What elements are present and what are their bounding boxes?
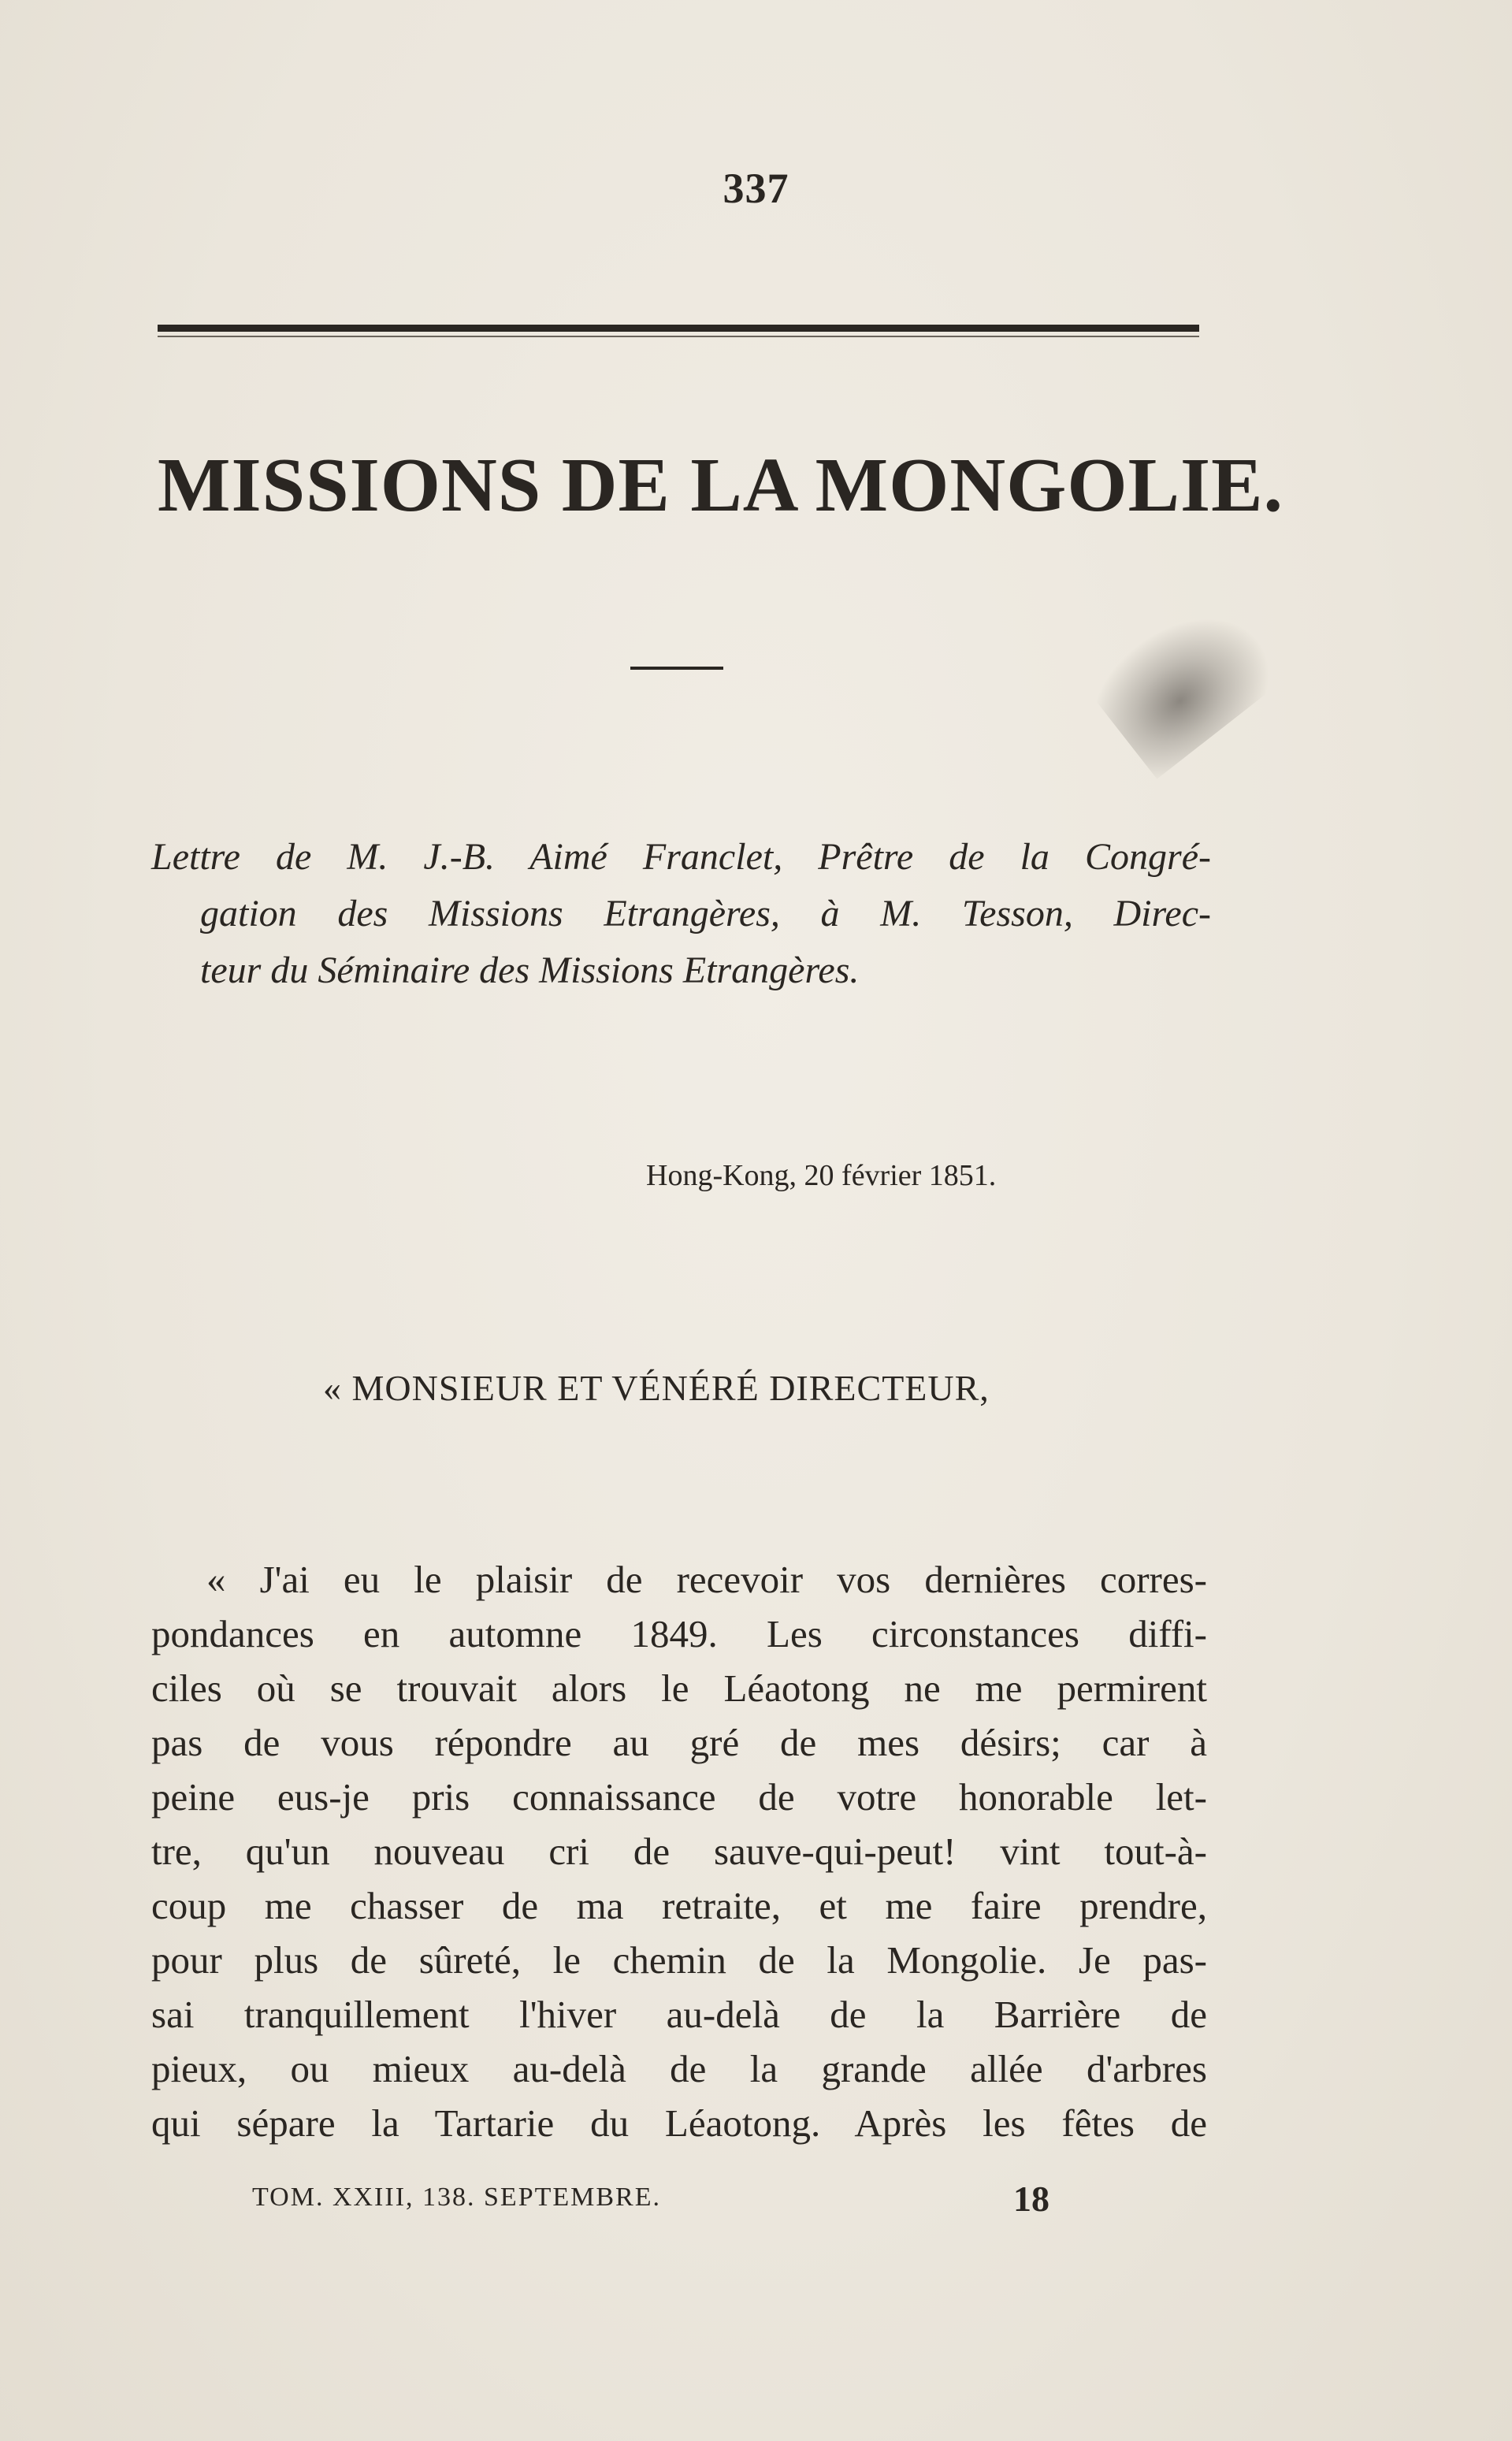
body-text: [151, 1552, 1207, 2150]
body-line: « J'ai eu le plaisir de recevoir vos dernières corres-: [206, 1558, 1207, 1601]
footer-signature-number: 18: [1013, 2179, 1049, 2219]
top-rule-thin: [158, 336, 1199, 337]
body-line: sai tranquillement l'hiver au-delà de la Barrière de: [151, 1993, 1207, 2036]
top-rule: [158, 325, 1199, 332]
letter-header-line: gation des Missions Etrangères, à M. Tesson, Direc-: [200, 893, 1211, 934]
body-line: tre, qu'un nouveau cri de sauve-qui-peut! vint tout-à-: [151, 1830, 1207, 1873]
footer-signature: TOM. XXIII, 138. SEPTEMBRE.: [252, 2183, 661, 2212]
body-line: coup me chasser de ma retraite, et me faire prendre,: [151, 1884, 1207, 1927]
body-line: ciles où se trouvait alors le Léaotong ne me permirent: [151, 1666, 1207, 1710]
body-line: pieux, ou mieux au-delà de la grande allée d'arbres: [151, 2047, 1207, 2090]
page-number: 337: [723, 165, 789, 212]
main-title: MISSIONS DE LA MONGOLIE.: [158, 443, 1284, 528]
body-line: peine eus-je pris connaissance de votre honorable let-: [151, 1775, 1207, 1819]
body-line: pas de vous répondre au gré de mes désirs; car à: [151, 1721, 1207, 1764]
body-line: pondances en automne 1849. Les circonstances diffi-: [151, 1612, 1207, 1655]
salutation: « MONSIEUR ET VÉNÉRÉ DIRECTEUR,: [323, 1368, 990, 1408]
body-line: qui sépare la Tartarie du Léaotong. Après les fêtes de: [151, 2101, 1207, 2145]
dateline: Hong-Kong, 20 février 1851.: [646, 1159, 997, 1192]
letter-header: [151, 829, 1211, 999]
short-rule: [630, 667, 723, 670]
ink-smudge: [1084, 584, 1287, 778]
body-line: pour plus de sûreté, le chemin de la Mongolie. Je pas-: [151, 1938, 1207, 1982]
letter-header-line: teur du Séminaire des Missions Etrangères.: [200, 949, 860, 991]
letter-header-line: Lettre de M. J.-B. Aimé Franclet, Prêtre de la Congré-: [151, 836, 1211, 878]
